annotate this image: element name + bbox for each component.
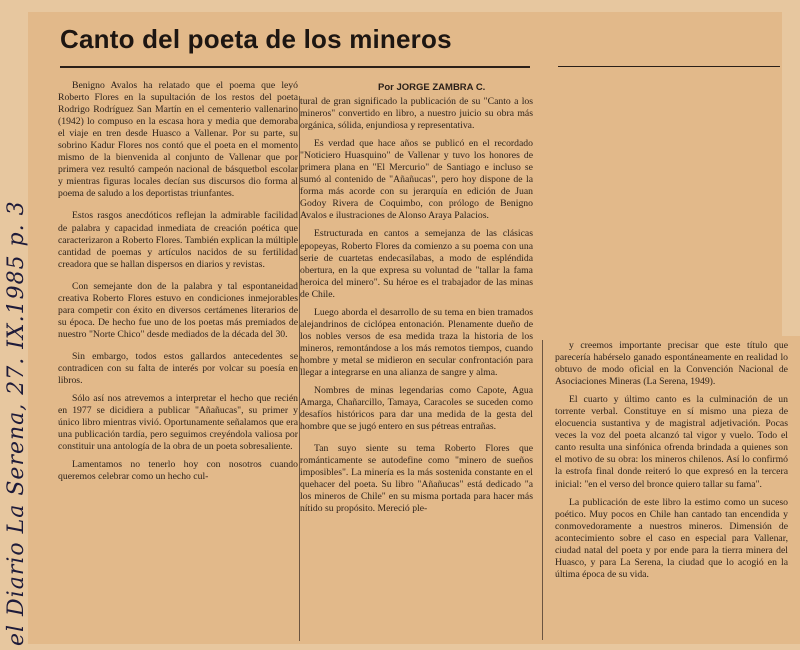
paragraph: Nombres de minas legendarias como Capote, Agua Amarga, Chañarcillo, Tamaya, Caracoles se suceden como desafíos históricos para dar una medida de la gesta del hombre que se jugó entero en sus pétreas entrañas. (300, 385, 533, 433)
paragraph: Sin embargo, todos estos gallardos antecedentes se contradicen con su falta de interés por volcar su poesía en libros. (58, 350, 298, 387)
text-column-1 (58, 80, 298, 489)
text-column-3 (555, 340, 788, 587)
article-headline: Canto del poeta de los mineros (60, 24, 452, 54)
article-byline: Por JORGE ZAMBRA C. (378, 82, 486, 93)
paragraph: y creemos importante precisar que este título que parecería habérselo ganado espontáneamente en realidad lo obtuvo de modo oficial en la Convención Nacional de Asociaciones Mineras (La Serena, 1949). (555, 340, 788, 388)
paragraph: Estos rasgos anecdóticos reflejan la admirable facilidad de palabra y capacidad inmediata de creación poética que caracterizaron a Roberto Flores. También explican la múltiple cantidad de poemas y artículos nacidos de su fertilidad creadora que se hallan dispersos en diarios y revistas. (58, 210, 298, 270)
headline-rule-right (558, 66, 780, 67)
paragraph: Tan suyo siente su tema Roberto Flores que románticamente se autodefine como "minero de sueños imposibles". La minería es la más sostenida constante en el quehacer del poeta. Su libro "Añañucas" está dedicado "a los mineros de Chile" en su misma portada para hacer más nítido su propósito. Mereció ple- (300, 443, 533, 515)
paragraph: Es verdad que hace años se publicó en el recordado "Noticiero Huasquino" de Vallenar y tuvo los honores de primera plana en "El Mercurio" de Santiago e incluso se sumó al contenido de "Añañucas", pero hoy dispone de la forma más acorde con su jerarquía en edición de Juan Godoy Rivera de Coquimbo, con prólogo de Benigno Avalos e ilustraciones de Alonso Araya Palacios. (300, 138, 533, 222)
paragraph: El cuarto y último canto es la culminación de un torrente verbal. Constituye en sí mismo una pieza de elocuencia sustantiva y de magistral adjetivación. Pocas veces la voz del poeta alcanzó tal vigor y vuelo. Todo el canto resulta una sinfónica ofrenda brindada a quienes son el motivo de su obra: los mineros chilenos. Así lo confirmó la estrofa final donde reiteró lo que expresó en la tercera inicial: "en el verso del bronce quiero tallar su fama". (555, 394, 788, 490)
paragraph: Estructurada en cantos a semejanza de las clásicas epopeyas, Roberto Flores da comienzo a su poema con una serie de cuartetas endecasílabas, a modo de espléndida obertura, en la que expresa su voluntad de "tallar la fama heroica del minero". Su héroe es el trabajador de las minas de Chile. (300, 228, 533, 300)
paragraph: Luego aborda el desarrollo de su tema en bien tramados alejandrinos de ciclópea entonación. Plenamente dueño de los nobles versos de esa medida traza la historia de los mineros, remontándose a los más remotos tiempos, cuando hombre y metal se midieron en secular confrontación para llegar a integrarse en una alianza de sangre y alma. (300, 306, 533, 378)
column-divider (542, 340, 543, 640)
text-column-2 (300, 96, 533, 522)
handwritten-source-note: el Diario La Serena, 27. IX.1985 p. 3 (4, 200, 29, 646)
paragraph: Lamentamos no tenerlo hoy con nosotros cuando queremos celebrar como un hecho cul- (58, 459, 298, 483)
paragraph: Sólo así nos atrevemos a interpretar el hecho que recién en 1977 se dicidiera a publicar "Añañucas", su primer y único libro mientras vivió. Oportunamente señalamos que era una publicación tardía, pero seguimos creyéndola valiosa por constituir una antología de la obra de un poeta sobresaliente. (58, 393, 298, 453)
paragraph: Con semejante don de la palabra y tal espontaneidad creativa Roberto Flores estuvo en condiciones inmejorables para competir con éxito en diversos certámenes literarios de su época. De hecho fue uno de los poetas más premiados de nuestro "Norte Chico" desde mediados de la década del 30. (58, 280, 298, 340)
paragraph: Benigno Avalos ha relatado que el poema que leyó Roberto Flores en la supultación de los restos del poeta Rodrigo Rodríguez San Martín en el cementerio vallenarino (1942) lo compuso en la escasa hora y media que demoraba el viaje en tren desde Huasco a Vallenar. Por su parte, su sobrino Kadur Flores nos contó que el poeta en el momento mismo de la bienvenida al conjunto de Vallenar que por primera vez resultó campeón nacional de básquetbol escolar y mientras figuras locales decían sus discursos dio forma al poema de saludo a los deportistas triunfantes. (58, 80, 298, 200)
paragraph: tural de gran significado la publicación de su "Canto a los mineros" convertido en libro, a nuestro juicio su obra más orgánica, sólida, enjundiosa y representativa. (300, 96, 533, 132)
headline-rule (60, 66, 530, 68)
paragraph: La publicación de este libro la estimo como un suceso poético. Muy pocos en Chile han cantado tan encendida y conmovedoramente a nuestros mineros. Dimensión de acontecimiento sobre el caso en especial para Vallenar, ciudad natal del poeta y por ende para la tierra minera del Huasco, y para La Serena, la ciudad que lo acogió en la última época de su vida. (555, 496, 788, 580)
